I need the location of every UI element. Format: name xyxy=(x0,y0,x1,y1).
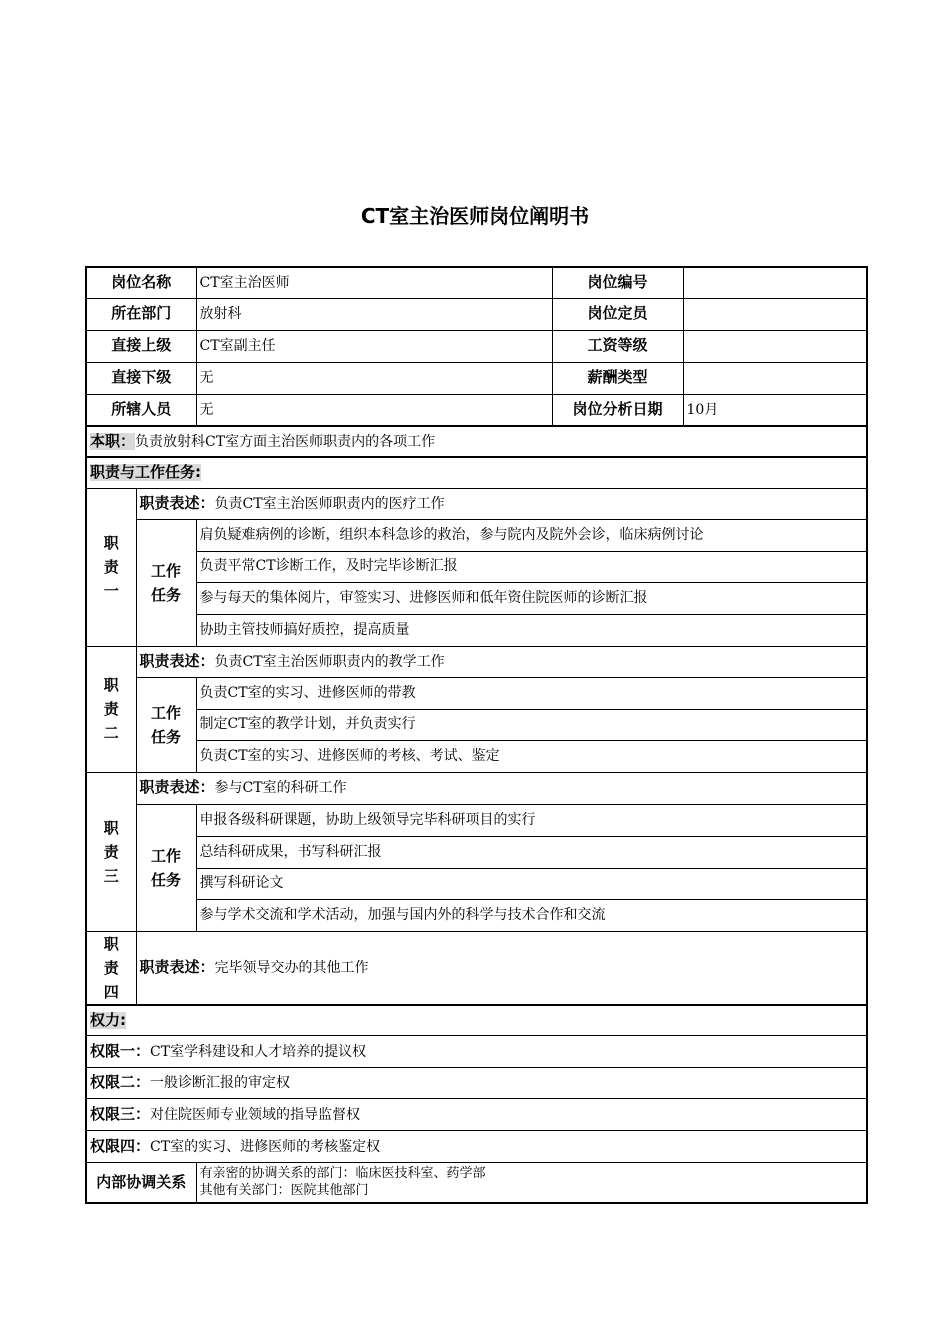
task-row xyxy=(86,582,867,614)
power-row xyxy=(86,1036,867,1068)
task-item: 总结科研成果，书写科研汇报 xyxy=(196,836,867,868)
info-label: 岗位名称 xyxy=(86,267,196,298)
power-text: 一般诊断汇报的审定权 xyxy=(150,1075,291,1092)
power-row xyxy=(86,1068,867,1099)
task-row xyxy=(86,899,867,931)
duty-desc-row xyxy=(86,646,867,677)
task-row xyxy=(86,740,867,772)
info-value xyxy=(683,330,867,362)
task-row xyxy=(86,677,867,709)
info-row xyxy=(86,394,867,426)
info-label: 直接下级 xyxy=(86,362,196,394)
task-row xyxy=(86,804,867,836)
info-value: CT室主治医师 xyxy=(196,267,552,298)
task-item: 负责CT室的实习、进修医师的考核、考试、鉴定 xyxy=(196,740,867,772)
task-item: 负责CT室的实习、进修医师的带教 xyxy=(196,677,867,709)
task-label: 工作 任务 xyxy=(136,804,196,931)
duty-desc-label: 职责表述： xyxy=(139,651,215,670)
duty-name: 职 责 一 xyxy=(86,488,136,646)
duty-name: 职 责 四 xyxy=(86,931,136,1005)
info-label: 直接上级 xyxy=(86,330,196,362)
info-label: 所在部门 xyxy=(86,298,196,330)
duty-desc: 负责CT室主治医师职责内的教学工作 xyxy=(214,653,445,670)
info-value xyxy=(683,267,867,298)
info-row xyxy=(86,330,867,362)
power-header: 权力: xyxy=(90,1010,126,1029)
info-value xyxy=(683,298,867,330)
task-item: 肩负疑难病例的诊断，组织本科急诊的救治，参与院内及院外会诊，临床病例讨论 xyxy=(196,519,867,551)
info-value: 10月 xyxy=(683,394,867,426)
info-label: 薪酬类型 xyxy=(552,362,683,394)
task-row xyxy=(86,551,867,582)
power-label: 权限二： xyxy=(90,1073,151,1092)
info-label: 岗位分析日期 xyxy=(552,394,683,426)
duties-header-row xyxy=(86,457,867,488)
power-row xyxy=(86,1131,867,1163)
task-item: 负责平常CT诊断工作，及时完毕诊断汇报 xyxy=(196,551,867,582)
info-value: CT室副主任 xyxy=(196,330,552,362)
coord-row xyxy=(86,1163,867,1203)
power-label: 权限三： xyxy=(90,1104,151,1123)
duty-desc-row xyxy=(86,488,867,519)
main-duty-label: 本职： xyxy=(90,431,136,450)
info-value: 放射科 xyxy=(196,298,552,330)
power-text: CT室的实习、进修医师的考核鉴定权 xyxy=(150,1138,381,1155)
page-title: CT室主治医师岗位阐明书 xyxy=(360,204,590,228)
info-row xyxy=(86,298,867,330)
task-item: 申报各级科研课题，协助上级领导完毕科研项目的实行 xyxy=(196,804,867,836)
power-label: 权限一： xyxy=(90,1041,151,1060)
duty-name: 职 责 二 xyxy=(86,646,136,772)
info-value xyxy=(683,362,867,394)
info-label: 工资等级 xyxy=(552,330,683,362)
coord-line: 其他有关部门：医院其他部门 xyxy=(199,1183,369,1199)
duty-desc-label: 职责表述： xyxy=(139,778,215,797)
task-row xyxy=(86,709,867,740)
task-item: 协助主管技师搞好质控，提高质量 xyxy=(196,614,867,646)
duty-desc: 完毕领导交办的其他工作 xyxy=(214,959,369,976)
main-duty-row xyxy=(86,426,867,457)
task-item: 参与学术交流和学术活动，加强与国内外的科学与技术合作和交流 xyxy=(196,899,867,931)
power-row xyxy=(86,1099,867,1131)
main-duty-text: 负责放射科CT室方面主治医师职责内的各项工作 xyxy=(135,433,436,450)
task-label: 工作 任务 xyxy=(136,519,196,646)
duty-desc-label: 职责表述： xyxy=(139,957,215,976)
task-item: 参与每天的集体阅片，审签实习、进修医师和低年资住院医师的诊断汇报 xyxy=(196,582,867,614)
duty-desc-row xyxy=(86,772,867,804)
job-description-table xyxy=(85,266,868,1204)
info-value: 无 xyxy=(196,394,552,426)
task-row xyxy=(86,519,867,551)
task-item: 制定CT室的教学计划，并负责实行 xyxy=(196,709,867,740)
power-header-row xyxy=(86,1005,867,1036)
info-label: 岗位定员 xyxy=(552,298,683,330)
info-row xyxy=(86,362,867,394)
duty-desc-label: 职责表述： xyxy=(139,493,215,512)
task-row xyxy=(86,836,867,868)
duty-name: 职 责 三 xyxy=(86,772,136,931)
duties-header: 职责与工作任务: xyxy=(90,463,201,482)
task-row xyxy=(86,614,867,646)
coord-label: 内部协调关系 xyxy=(86,1163,196,1203)
info-row xyxy=(86,267,867,298)
info-label: 岗位编号 xyxy=(552,267,683,298)
info-label: 所辖人员 xyxy=(86,394,196,426)
power-text: CT室学科建设和人才培养的提议权 xyxy=(150,1043,367,1060)
task-row xyxy=(86,868,867,899)
task-item: 撰写科研论文 xyxy=(196,868,867,899)
task-label: 工作 任务 xyxy=(136,677,196,772)
power-label: 权限四： xyxy=(90,1136,151,1155)
coord-line: 有亲密的协调关系的部门：临床医技科室、药学部 xyxy=(199,1166,486,1182)
duty-desc: 负责CT室主治医师职责内的医疗工作 xyxy=(214,495,445,512)
duty-desc: 参与CT室的科研工作 xyxy=(214,780,347,797)
duty-desc-row xyxy=(86,931,867,1005)
power-text: 对住院医师专业领域的指导监督权 xyxy=(150,1106,361,1123)
info-value: 无 xyxy=(196,362,552,394)
